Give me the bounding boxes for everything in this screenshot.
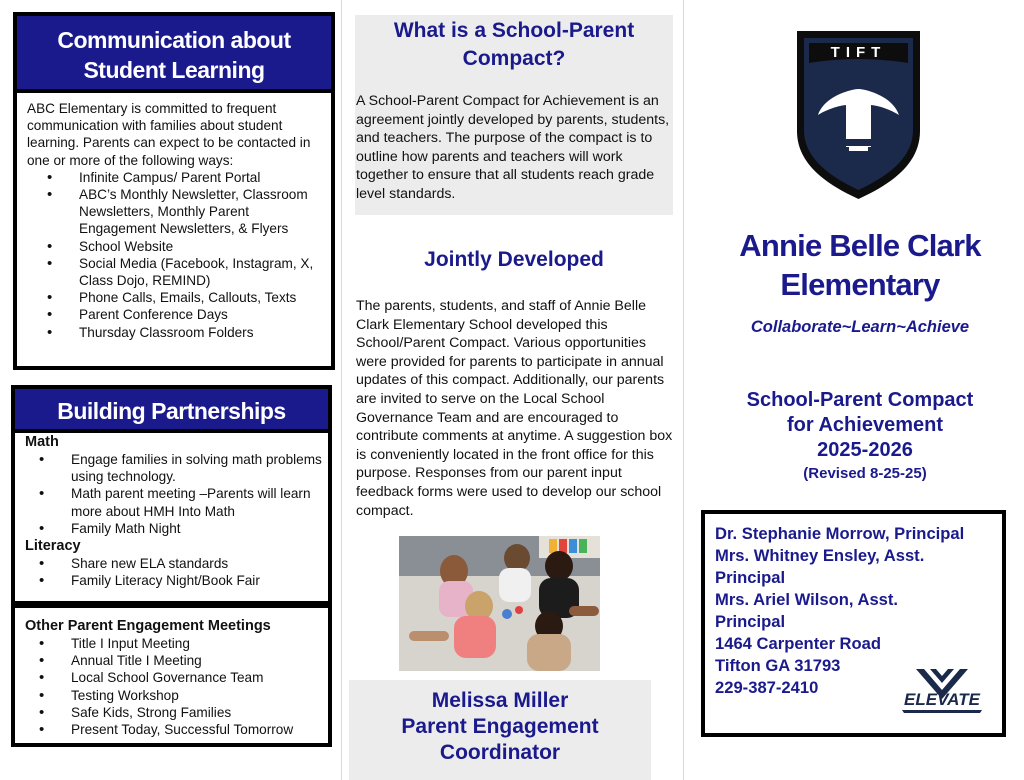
- contact-street-address: 1464 Carpenter Road: [715, 634, 882, 653]
- list-item: • Present Today, Successful Tomorrow: [15, 721, 328, 738]
- compact-title-line1: School-Parent Compact: [746, 389, 974, 411]
- coordinator-title-line2: Coordinator: [439, 741, 561, 764]
- list-item: • Parent Conference Days: [27, 306, 323, 323]
- elevate-text: ELEVATE: [904, 690, 980, 709]
- tift-shield-logo: [793, 27, 924, 203]
- school-motto: Collaborate~Learn~Achieve: [750, 318, 970, 336]
- shield-text: TIFT: [830, 44, 887, 61]
- meetings-box: [11, 605, 332, 747]
- list-item: • Infinite Campus/ Parent Portal: [27, 169, 323, 186]
- compact-heading-line1: What is a School-Parent: [393, 19, 635, 42]
- jointly-heading: Jointly Developed: [424, 248, 604, 271]
- list-item: • Title I Input Meeting: [15, 635, 328, 652]
- list-item: • Local School Governance Team: [15, 669, 328, 686]
- communication-title-line2: Student Learning: [83, 57, 265, 83]
- school-name-line2: Elementary: [780, 267, 940, 302]
- list-item: • Social Media (Facebook, Instagram, X, Class Dojo, REMIND): [27, 255, 323, 289]
- students-photo-illustration: [399, 536, 600, 671]
- literacy-list: [15, 555, 328, 589]
- meetings-heading: Other Parent Engagement Meetings: [25, 618, 271, 634]
- contact-asst-principal-1-title: Principal: [715, 568, 786, 587]
- compact-revised-date: (Revised 8-25-25): [803, 465, 927, 482]
- school-name: [700, 226, 1020, 304]
- compact-title-line2: for Achievement: [787, 414, 943, 436]
- contact-phone: 229-387-2410: [715, 678, 819, 697]
- communication-list: [27, 169, 323, 341]
- list-item: • Share new ELA standards: [15, 555, 328, 572]
- compact-title: [700, 388, 1020, 485]
- coordinator-box: [349, 680, 651, 780]
- list-item: • Phone Calls, Emails, Callouts, Texts: [27, 289, 323, 306]
- compact-heading-line2: Compact?: [462, 47, 566, 70]
- column-divider-left: [341, 0, 342, 780]
- jointly-body: The parents, students, and staff of Annie Belle Clark Elementary School developed this School/Parent Compact. Various opportunities were provided for parents to participate in annual updates of this compact. Additionally, our parents are invited to serve on the Local School Governance Team and are encouraged to contribute comments at anytime. A suggestion box is conveniently located in the front office for this purpose. Responses from our parent input feedback forms were used to develop our school compact.: [356, 298, 673, 519]
- elevate-logo: [896, 663, 988, 721]
- list-item: • Family Math Night: [15, 520, 328, 537]
- list-item: • Engage families in solving math problems using technology.: [15, 451, 328, 485]
- contact-principal: Dr. Stephanie Morrow, Principal: [715, 524, 965, 543]
- list-item: • Thursday Classroom Folders: [27, 324, 323, 341]
- contact-city: Tifton GA 31793: [715, 656, 841, 675]
- compact-heading: [355, 17, 673, 73]
- coordinator-name: Melissa Miller: [431, 689, 569, 712]
- partnerships-banner: Building Partnerships: [15, 389, 328, 433]
- shield-icon: [793, 27, 924, 203]
- communication-title-line1: Communication about: [57, 27, 291, 53]
- list-item: • Annual Title I Meeting: [15, 652, 328, 669]
- list-item: • Math parent meeting –Parents will learn more about HMH Into Math: [15, 485, 328, 519]
- meetings-list: [15, 635, 328, 738]
- contact-asst-principal-2: Mrs. Ariel Wilson, Asst.: [715, 590, 899, 609]
- list-item: • Testing Workshop: [15, 687, 328, 704]
- communication-intro: ABC Elementary is committed to frequent communication with families about student learning. Parents can expect to be contacted in one or more of the following ways:: [27, 101, 311, 168]
- coordinator-title-line1: Parent Engagement: [401, 715, 599, 738]
- compact-year: 2025-2026: [817, 439, 913, 461]
- list-item: • Family Literacy Night/Book Fair: [15, 572, 328, 589]
- contact-asst-principal-2-title: Principal: [715, 612, 786, 631]
- communication-banner: [17, 16, 331, 93]
- school-name-line1: Annie Belle Clark: [739, 228, 981, 263]
- math-list: [15, 451, 328, 537]
- elevate-icon: [896, 663, 988, 721]
- compact-definition-box: [355, 15, 673, 215]
- compact-body: A School-Parent Compact for Achievement is an agreement jointly developed by parents, students, and teachers. The purpose of the compact is to outline how parents and teachers will work together to ensure that all students reach grade level standards.: [356, 93, 670, 202]
- students-photo: [399, 536, 600, 671]
- communication-box: [13, 12, 335, 370]
- list-item: • ABC’s Monthly Newsletter, Classroom Newsletters, Monthly Parent Engagement Newsletters, & Flyers: [27, 186, 323, 238]
- column-divider-right: [683, 0, 684, 780]
- literacy-heading: Literacy: [25, 538, 81, 555]
- partnerships-box: [11, 385, 332, 605]
- math-heading: Math: [25, 434, 59, 450]
- list-item: • Safe Kids, Strong Families: [15, 704, 328, 721]
- coordinator-block: [349, 688, 651, 766]
- contact-asst-principal-1: Mrs. Whitney Ensley, Asst.: [715, 546, 925, 565]
- list-item: • School Website: [27, 238, 323, 255]
